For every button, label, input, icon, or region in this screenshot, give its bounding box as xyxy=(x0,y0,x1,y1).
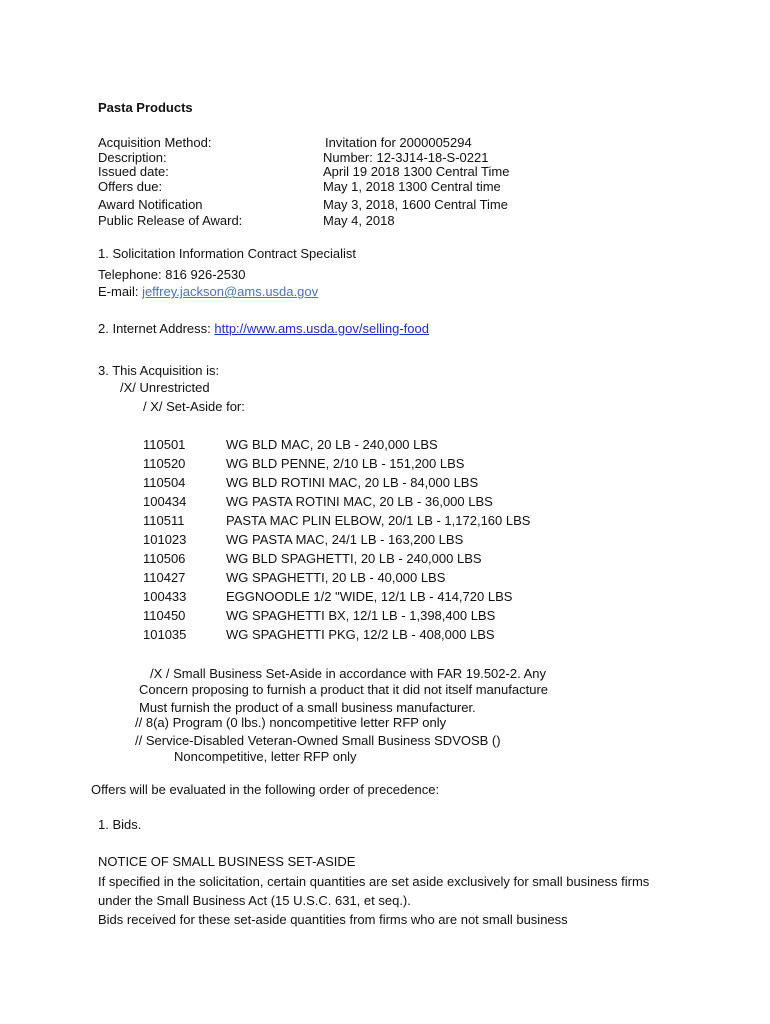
info-label-description: Description: xyxy=(98,150,167,165)
evaluation-statement: Offers will be evaluated in the following order of precedence: xyxy=(91,782,440,797)
item-description: PASTA MAC PLIN ELBOW, 20/1 LB - 1,172,160 LBS xyxy=(226,513,531,528)
list-item xyxy=(143,589,512,605)
notice-heading: NOTICE OF SMALL BUSINESS SET-ASIDE xyxy=(98,854,356,869)
telephone: Telephone: 816 926-2530 xyxy=(98,267,246,282)
info-label-issued-date: Issued date: xyxy=(98,164,169,179)
sdvosb-line: // Service-Disabled Veteran-Owned Small Business SDVOSB () xyxy=(135,733,501,748)
internet-address-label: 2. Internet Address: xyxy=(98,321,215,336)
info-value-offers-due: May 1, 2018 1300 Central time xyxy=(323,179,501,194)
item-code: 110511 xyxy=(143,513,185,528)
list-item xyxy=(143,532,463,548)
list-item xyxy=(143,551,482,567)
section3-heading: 3. This Acquisition is: xyxy=(98,363,220,378)
list-item xyxy=(143,475,478,491)
notice-line-3: Bids received for these set-aside quantities from firms who are not small business xyxy=(98,912,568,927)
internet-address-link[interactable]: http://www.ams.usda.gov/selling-food xyxy=(214,321,429,336)
list-item xyxy=(143,513,530,529)
item-code: 110450 xyxy=(143,608,186,623)
info-label-award-notification: Award Notification xyxy=(98,197,203,212)
bids-item: 1. Bids. xyxy=(98,817,142,832)
small-business-line-3: Must furnish the product of a small business manufacturer. xyxy=(139,700,476,715)
unrestricted-option: /X/ Unrestricted xyxy=(120,380,210,395)
item-description: WG BLD MAC, 20 LB - 240,000 LBS xyxy=(226,437,438,452)
list-item xyxy=(143,437,438,453)
list-item xyxy=(143,570,445,586)
item-code: 110501 xyxy=(143,437,186,452)
item-code: 101023 xyxy=(143,532,187,547)
info-value-description: Number: 12-3J14-18-S-0221 xyxy=(323,150,489,165)
program-8a-line: // 8(a) Program (0 lbs.) noncompetitive letter RFP only xyxy=(135,715,447,730)
info-label-public-release: Public Release of Award: xyxy=(98,213,243,228)
item-code: 110504 xyxy=(143,475,186,490)
item-description: WG SPAGHETTI BX, 12/1 LB - 1,398,400 LBS xyxy=(226,608,496,623)
item-description: WG PASTA MAC, 24/1 LB - 163,200 LBS xyxy=(226,532,464,547)
internet-address-line xyxy=(98,321,429,337)
small-business-line-1: /X / Small Business Set-Aside in accordance with FAR 19.502-2. Any xyxy=(150,666,546,681)
info-value-award-notification: May 3, 2018, 1600 Central Time xyxy=(323,197,508,212)
list-item xyxy=(143,456,464,472)
item-code: 100433 xyxy=(143,589,187,604)
item-description: WG BLD ROTINI MAC, 20 LB - 84,000 LBS xyxy=(226,475,479,490)
info-label-acquisition-method: Acquisition Method: xyxy=(98,135,212,150)
info-label-offers-due: Offers due: xyxy=(98,179,163,194)
item-code: 110520 xyxy=(143,456,186,471)
page-title: Pasta Products xyxy=(98,100,193,115)
list-item xyxy=(143,608,495,624)
item-description: EGGNOODLE 1/2 "WIDE, 12/1 LB - 414,720 LBS xyxy=(226,589,513,604)
small-business-line-2: Concern proposing to furnish a product that it did not itself manufacture xyxy=(139,682,549,697)
set-aside-option: / X/ Set-Aside for: xyxy=(143,399,245,414)
item-code: 100434 xyxy=(143,494,187,509)
notice-line-1: If specified in the solicitation, certain quantities are set aside exclusively for small business firms xyxy=(98,874,650,889)
item-code: 110506 xyxy=(143,551,186,566)
section1-heading: 1. Solicitation Information Contract Specialist xyxy=(98,246,356,261)
item-description: WG BLD PENNE, 2/10 LB - 151,200 LBS xyxy=(226,456,465,471)
list-item xyxy=(143,494,493,510)
notice-line-2: under the Small Business Act (15 U.S.C. 631, et seq.). xyxy=(98,893,411,908)
email-line xyxy=(98,284,318,300)
item-description: WG SPAGHETTI PKG, 12/2 LB - 408,000 LBS xyxy=(226,627,495,642)
item-description: WG SPAGHETTI, 20 LB - 40,000 LBS xyxy=(226,570,446,585)
item-code: 110427 xyxy=(143,570,186,585)
list-item xyxy=(143,627,495,643)
item-description: WG BLD SPAGHETTI, 20 LB - 240,000 LBS xyxy=(226,551,482,566)
info-value-acquisition-method: Invitation for 2000005294 xyxy=(325,135,472,150)
item-description: WG PASTA ROTINI MAC, 20 LB - 36,000 LBS xyxy=(226,494,493,509)
item-code: 101035 xyxy=(143,627,187,642)
info-value-public-release: May 4, 2018 xyxy=(323,213,395,228)
email-label: E-mail: xyxy=(98,284,143,299)
info-value-issued-date: April 19 2018 1300 Central Time xyxy=(323,164,510,179)
email-link[interactable]: jeffrey.jackson@ams.usda.gov xyxy=(142,284,319,299)
noncompetitive-line: Noncompetitive, letter RFP only xyxy=(174,749,357,764)
